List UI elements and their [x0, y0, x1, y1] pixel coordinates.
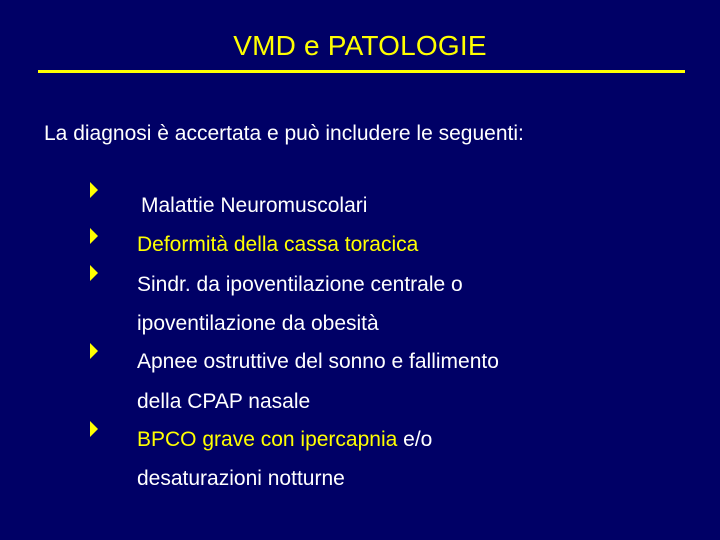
bpco-rest: e/o: [397, 428, 433, 451]
title-underline: [38, 70, 685, 73]
list-item-bpco-line1: [137, 427, 432, 453]
list-item-hypoventilation-line1: Sindr. da ipoventilazione centrale o: [137, 273, 463, 296]
list-item-neuromuscular: Malattie Neuromuscolari: [141, 194, 368, 217]
triangle-bullet-icon: [90, 265, 98, 281]
list-item-sleep-apnea-line1: Apnee ostruttive del sonno e fallimento: [137, 350, 499, 373]
triangle-bullet-icon: [90, 421, 98, 437]
triangle-bullet-icon: [90, 228, 98, 244]
intro-text: La diagnosi è accertata e può includere le seguenti:: [44, 122, 524, 145]
bpco-highlight: BPCO grave con ipercapnia: [137, 428, 398, 451]
triangle-bullet-icon: [90, 343, 98, 359]
triangle-bullet-icon: [90, 182, 98, 198]
list-item-bpco-line2: desaturazioni notturne: [137, 467, 345, 490]
list-item-sleep-apnea-line2: della CPAP nasale: [137, 390, 311, 413]
slide-title: VMD e PATOLOGIE: [233, 30, 487, 61]
list-item-hypoventilation-line2: ipoventilazione da obesità: [137, 312, 379, 335]
list-item-chest-deformity: Deformità della cassa toracica: [137, 233, 419, 256]
